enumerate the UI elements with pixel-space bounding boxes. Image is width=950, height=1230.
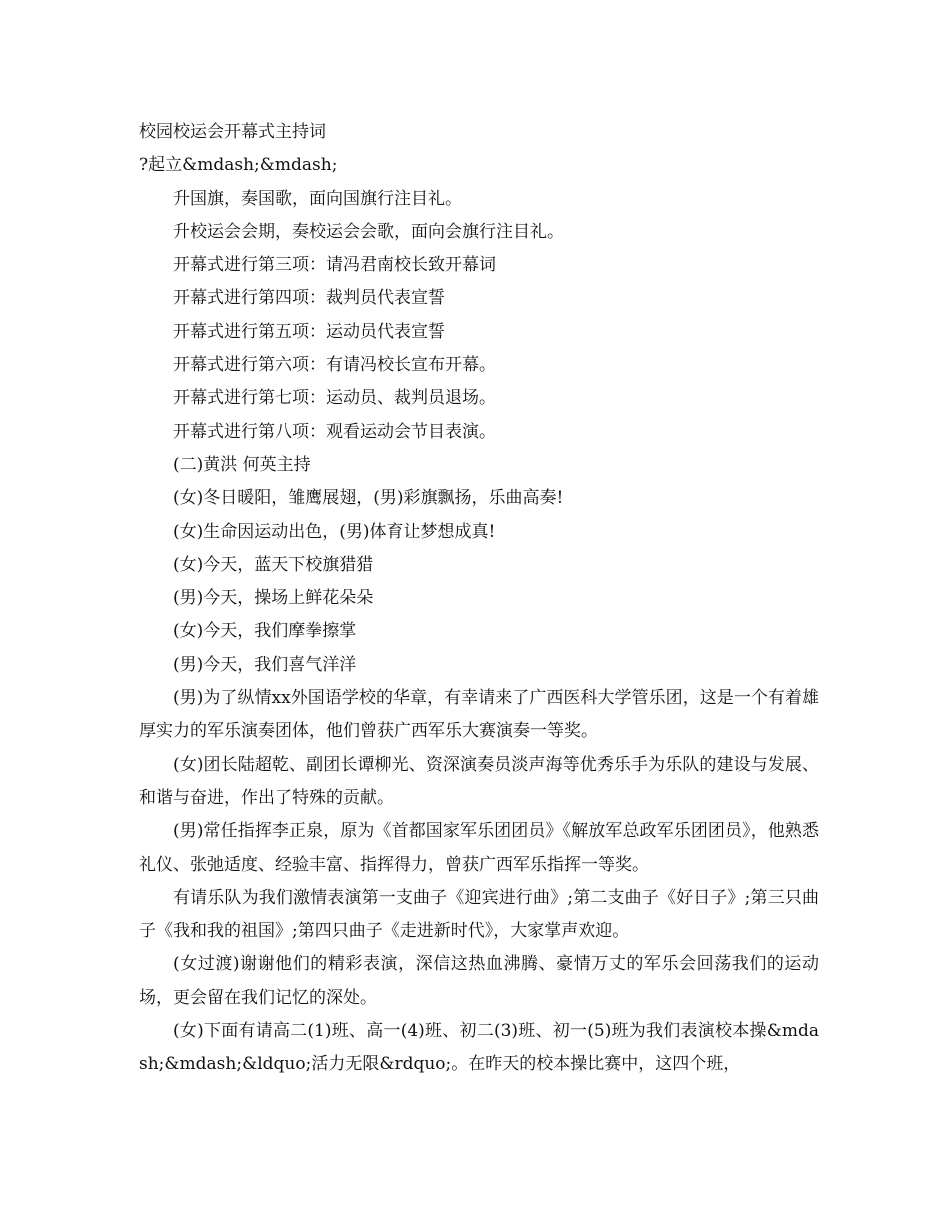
paragraph: 开幕式进行第七项：运动员、裁判员退场。 xyxy=(173,388,496,409)
paragraph: 升国旗，奏国歌，面向国旗行注目礼。 xyxy=(173,188,462,209)
paragraph: (女)生命因运动出色，(男)体育让梦想成真! xyxy=(173,521,496,542)
paragraph-list xyxy=(139,149,819,1081)
document-title: 校园校运会开幕式主持词 xyxy=(139,122,326,142)
paragraph: (男)今天，我们喜气洋洋 xyxy=(173,654,357,675)
paragraph: (男)为了纵情xx外国语学校的华章，有幸请来了广西医科大学管乐团，这是一个有着雄厚实力的军乐演奏团体，他们曾获广西军乐大赛演奏一等奖。 xyxy=(139,688,819,742)
paragraph: (男)今天，操场上鲜花朵朵 xyxy=(173,588,374,609)
paragraph: 开幕式进行第六项：有请冯校长宣布开幕。 xyxy=(173,355,496,376)
paragraph: (女过渡)谢谢他们的精彩表演，深信这热血沸腾、豪情万丈的军乐会回荡我们的运动场，更会留在我们记忆的深处。 xyxy=(139,954,819,1008)
paragraph: 开幕式进行第三项：请冯君南校长致开幕词 xyxy=(173,255,496,276)
paragraph: 开幕式进行第四项：裁判员代表宣誓 xyxy=(173,288,445,309)
paragraph: 开幕式进行第八项：观看运动会节目表演。 xyxy=(173,421,496,442)
paragraph: (女)团长陆超乾、副团长谭柳光、资深演奏员淡声海等优秀乐手为乐队的建设与发展、和谐与奋进，作出了特殊的贡献。 xyxy=(139,754,819,808)
paragraph: (女)今天，蓝天下校旗猎猎 xyxy=(173,554,374,575)
paragraph: (二)黄洪 何英主持 xyxy=(173,454,311,475)
paragraph: (女)冬日暖阳，雏鹰展翅，(男)彩旗飘扬，乐曲高奏! xyxy=(173,488,564,509)
paragraph: ?起立&mdash;&mdash; xyxy=(139,155,338,176)
paragraph: 开幕式进行第五项：运动员代表宣誓 xyxy=(173,321,445,342)
paragraph: 升校运会会期，奏校运会会歌，面向会旗行注目礼。 xyxy=(173,221,564,242)
paragraph: (女)今天，我们摩拳擦掌 xyxy=(173,621,357,642)
document-body xyxy=(139,116,819,1082)
paragraph: (男)常任指挥李正泉，原为《首都国家军乐团团员》《解放军总政军乐团团员》，他熟悉礼仪、张弛适度、经验丰富、指挥得力，曾获广西军乐指挥一等奖。 xyxy=(139,821,819,875)
paragraph: (女)下面有请高二(1)班、高一(4)班、初二(3)班、初一(5)班为我们表演校本操&mdash;&mdash;&ldquo;活力无限&rdquo;。在昨天的校本操比赛中，这四个班， xyxy=(139,1021,819,1075)
paragraph: 有请乐队为我们激情表演第一支曲子《迎宾进行曲》;第二支曲子《好日子》;第三只曲子《我和我的祖国》;第四只曲子《走进新时代》，大家掌声欢迎。 xyxy=(139,887,819,942)
